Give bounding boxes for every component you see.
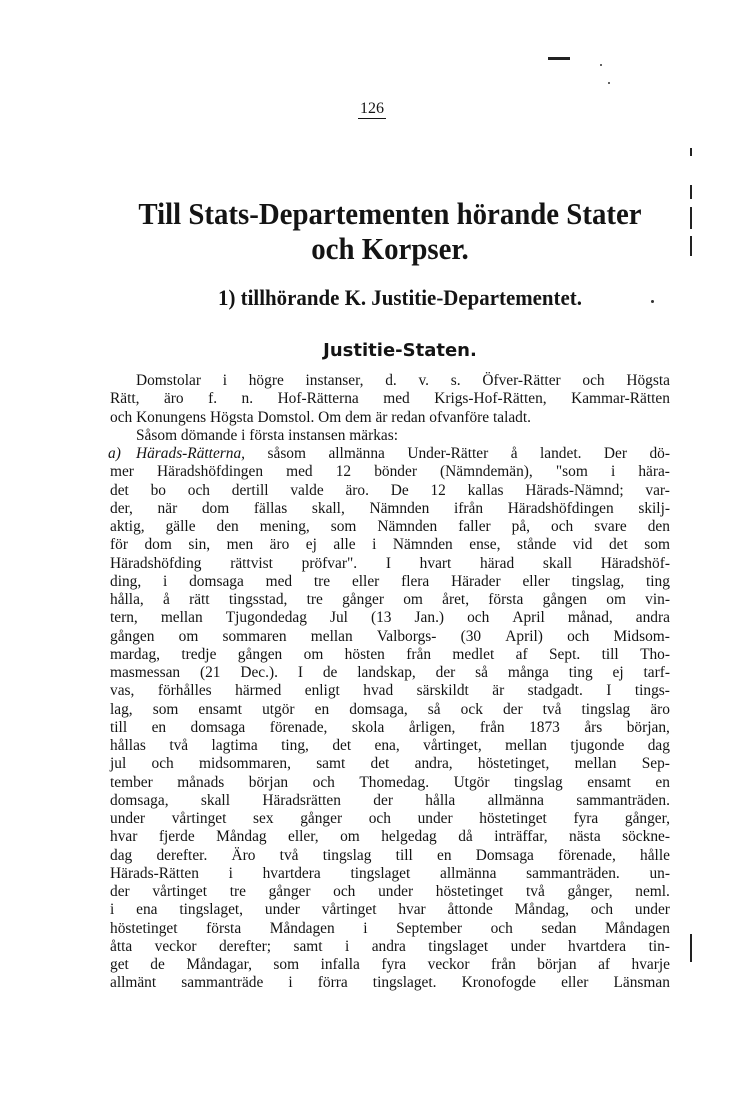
main-title-line: och Korpser. (311, 231, 469, 266)
page-number: 126 (360, 100, 384, 117)
text-line: get de Måndagar, som infalla fyra veckor från början af hvarje (110, 956, 670, 973)
text-line: domsaga, skall Häradsrätten der hålla allmänna sammanträden. (110, 791, 670, 809)
text-line: såsom allmänna Under-Rätter å landet. Der dö- (245, 445, 670, 462)
margin-line (690, 934, 692, 962)
margin-line (690, 207, 692, 229)
main-title (102, 196, 679, 266)
margin-line (690, 185, 692, 199)
text-line: tember månads början och Thomedag. Utgör tingslag ensamt en (110, 773, 670, 791)
text-line: der, när dom fällas skall, Nämnden ifrån Häradshöfdingen skilj- (110, 499, 670, 517)
text-line: mer Häradshöfdingen med 12 bönder (Nämndemän), "som i härа- (110, 463, 670, 481)
text-line: dag derefter. Äro två tingslag till en Domsaga förenade, hålle (110, 846, 670, 864)
text-line: Häradshöfding rättvist pröfvar". I hvart härad skall Häradshöf- (110, 554, 670, 572)
text-line: mardag, tredje gången om hösten från medlet af Sept. till Tho- (110, 645, 670, 663)
body-text (110, 372, 670, 993)
text-line: för dom sin, men äro ej alle i Nämnden ense, stånde vid det som (110, 536, 670, 554)
margin-line (690, 236, 692, 256)
scan-smudge-top (548, 57, 570, 60)
main-title-line: Till Stats-Departementen hörande Stater (138, 196, 642, 231)
text-line: der vårtinget tre gånger och under höstetinget två gånger, neml. (110, 883, 670, 900)
text-line: och Konungens Högsta Domstol. Om dem är redan ofvanföre taladt. (110, 408, 531, 426)
list-item-heading: Härads-Rätterna, (136, 445, 246, 462)
text-line: masmessan (21 Dec.). I de landskap, der så många ting ej tarf- (110, 664, 670, 681)
text-line: lag, som ensamt utgör en domsaga, så ock der två tingslag äro (110, 700, 670, 718)
text-line: i ena tingslaget, under vårtinget hvar åttonde Måndag, och under (110, 901, 670, 919)
text-line: Såsom dömande i första instansen märkas: (136, 426, 399, 444)
text-line: gången om sommaren mellan Valborgs- (30 April) och Midsom- (110, 627, 670, 645)
text-line: hållas två lagtima ting, det ena, vårtinget, mellan tjugonde dag (110, 737, 670, 754)
text-line: hålla, å rätt tingsstad, tre gånger om året, första gången om vin- (110, 591, 670, 608)
list-marker: a) (108, 445, 121, 462)
text-line: till en domsaga förenade, skola årligen, från 1873 års början, (110, 718, 670, 736)
text-line: Rätt, äro f. n. Hof-Rätterna med Krigs-Hof-Rätten, Kammar-Rätten (110, 390, 670, 408)
sub-heading: Justitie-Staten. (323, 340, 477, 361)
section-heading: 1) tillhörande K. Justitie-Departementet. (218, 285, 582, 310)
text-line: höstetinget första Måndagen i September och sedan Måndagen (110, 919, 670, 937)
scan-speck (608, 82, 610, 84)
list-item-a-first-line (110, 445, 670, 463)
text-line: jul och midsommaren, samt det andra, höstetinget, mellan Sep- (110, 755, 670, 773)
text-line: hvar fjerde Måndag eller, om helgedag då inträffar, nästa söckne- (110, 828, 670, 846)
text-line: tern, mellan Tjugondedag Jul (13 Jan.) och April månad, andra (110, 609, 670, 627)
margin-line (690, 148, 692, 156)
text-line: allmänt sammanträde i förra tingslaget. Kronofogde eller Länsman (110, 974, 670, 992)
text-line: ding, i domsaga med tre eller flera Härader eller tingslag, ting (110, 572, 670, 590)
text-line: aktig, gälle den mening, som Nämnden faller på, och svare den (110, 518, 670, 535)
text-line: vas, förhålles härmed enligt hvad särskildt är stadgadt. I tings- (110, 682, 670, 700)
text-line: åtta veckor derefter; samt i andra tingslaget under hvartdera tin- (110, 937, 670, 955)
text-line: det bo och dertill valde äro. De 12 kallas Härads-Nämnd; var- (110, 481, 670, 499)
text-line: under vårtinget sex gånger och under höstetinget fyra gånger, (110, 810, 670, 827)
text-line: Härads-Rätten i hvartdera tingslaget allmänna sammanträden. un- (110, 864, 670, 882)
text-line: Domstolar i högre instanser, d. v. s. Öfver-Rätter och Högsta (136, 372, 670, 389)
scan-speck (600, 64, 602, 66)
